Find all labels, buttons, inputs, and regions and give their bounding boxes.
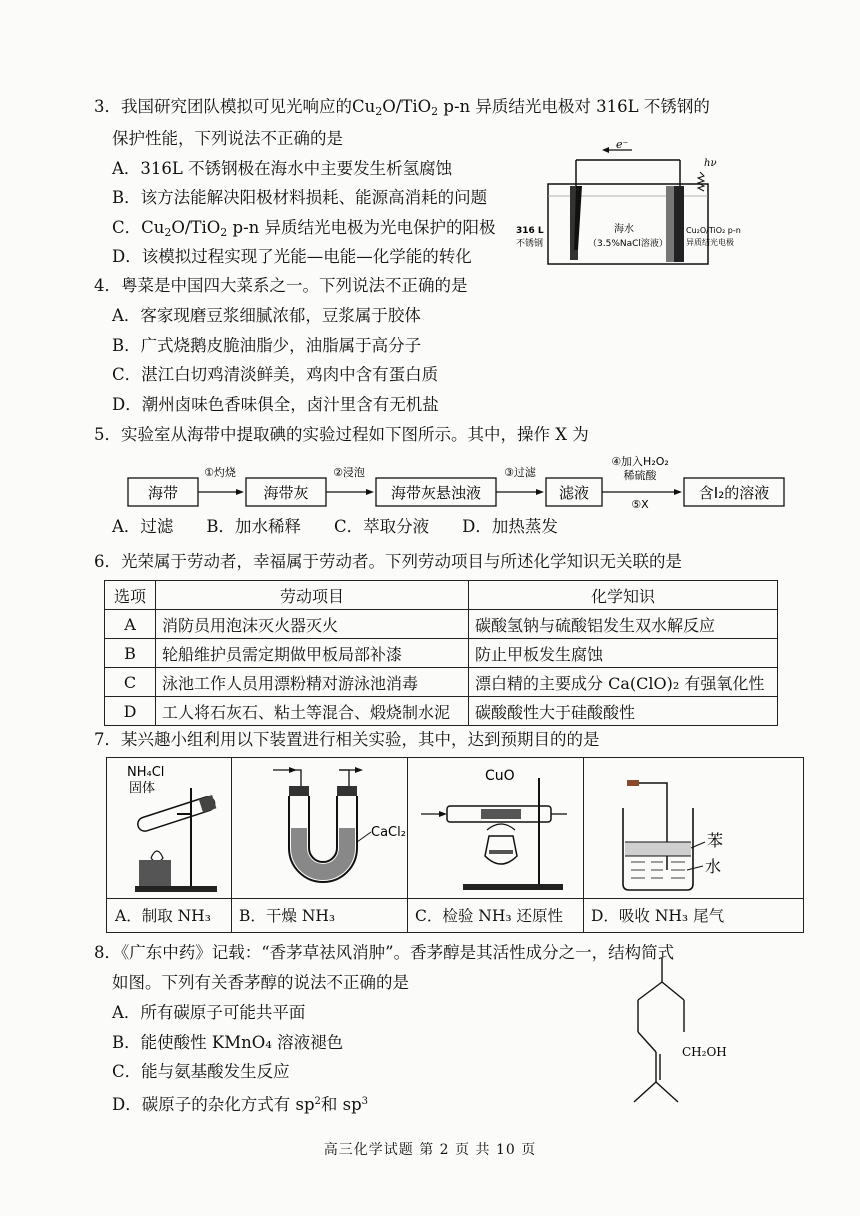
q3-option-c-text: O/TiO: [171, 218, 221, 237]
q8-stem-line1: 8．《广东中药》记载：“香茅草祛风消肿”。香茅醇是其活性成分之一，结构简式: [94, 943, 675, 962]
photoelectrode-label: 异质结光电极: [686, 238, 734, 247]
table-cell: D: [105, 697, 156, 726]
q8-option-d-text: D．碳原子的杂化方式有 sp: [112, 1095, 315, 1114]
q4-option-a: A．客家现磨豆浆细腻浓郁，豆浆属于胶体: [112, 306, 421, 325]
q3-stem-line1: [94, 96, 710, 123]
apparatus-b: [231, 758, 408, 932]
table-cell: B: [105, 639, 156, 668]
q3-formula: O/TiO: [382, 97, 432, 116]
q3-stem-text: p-n 异质结光电极对 316L 不锈钢的: [443, 97, 710, 116]
light-icon: [698, 172, 704, 191]
q4-option-d: D．潮州卤味色香味俱全，卤汁里含有无机盐: [112, 395, 439, 414]
table-row: [105, 639, 778, 668]
photoelectrode-label: Cu₂O/TiO₂ p-n: [686, 226, 741, 235]
table-row: [105, 610, 778, 639]
table-header-cell: 化学知识: [469, 581, 778, 610]
q3-formula-sub: 2: [375, 105, 383, 118]
q3-option-c: [112, 217, 496, 244]
q7-apparatus-table: [106, 757, 804, 933]
q8-option-a: A．所有碳原子可能共平面: [112, 1003, 306, 1022]
table-cell: 漂白精的主要成分 Ca(ClO)₂ 有强氧化性: [469, 668, 778, 697]
flow-box-seaweed: 海带: [147, 484, 179, 502]
electron-label: e⁻: [616, 140, 629, 151]
photoelectrode: [674, 186, 684, 262]
apparatus-a-caption: A．制取 NH₃: [107, 898, 231, 933]
citronellol-structure: [620, 952, 750, 1112]
gas-inlet-tube: [639, 783, 667, 870]
q3-formula-sub: 2: [431, 105, 439, 118]
q3-option-b: B．该方法能解决阳极材料损耗、能源高消耗的问题: [112, 188, 488, 207]
q8-option-d-text: 和 sp: [320, 1095, 362, 1114]
q3-stem-text: 3．我国研究团队模拟可见光响应的: [94, 97, 352, 116]
table-cell: 工人将石灰石、粘土等混合、煅烧制水泥: [156, 697, 469, 726]
q8-stem-line2: 如图。下列有关香茅醇的说法不正确的是: [112, 973, 409, 992]
q8-option-d: [112, 1091, 368, 1116]
q7-stem: 7．某兴趣小组利用以下装置进行相关实验，其中，达到预期目的的是: [94, 730, 600, 749]
benzene-label: 苯: [707, 831, 724, 850]
q3-electrochem-diagram: [514, 140, 760, 266]
flow-box-ash: 海带灰: [263, 484, 309, 502]
table-header-cell: 劳动项目: [156, 581, 469, 610]
apparatus-b-caption: B．干燥 NH₃: [231, 898, 407, 933]
flow-step-label: ④加入H₂O₂: [611, 455, 669, 468]
apparatus-a: [107, 758, 232, 932]
table-header-cell: 选项: [105, 581, 156, 610]
q6-table: [104, 580, 778, 726]
flow-step-label: 稀硫酸: [623, 469, 657, 482]
q8-option-b: B．能使酸性 KMnO₄ 溶液褪色: [112, 1033, 344, 1052]
q5-options: A．过滤 B．加水稀释 C．萃取分液 D．加热蒸发: [112, 517, 558, 536]
page-footer: 高三化学试题 第 2 页 共 10 页: [323, 1142, 537, 1158]
nh4cl-label: 固体: [129, 781, 156, 796]
q3-option-d: D．该模拟过程实现了光能—电能—化学能的转化: [112, 247, 472, 266]
test-tube: [136, 795, 216, 833]
q3-formula: Cu: [352, 97, 376, 116]
q6-stem: 6．光荣属于劳动者，幸福属于劳动者。下列劳动项目与所述化学知识无关联的是: [94, 552, 682, 571]
q3-option-c-sub: 2: [164, 226, 172, 239]
q5-stem: 5．实验室从海带中提取碘的实验过程如下图所示。其中，操作 X 为: [94, 425, 589, 444]
water-label: 水: [705, 857, 722, 876]
q4-option-c: C．湛江白切鸡清淡鲜美，鸡肉中含有蛋白质: [112, 365, 439, 384]
table-header-row: [105, 581, 778, 610]
table-cell: A: [105, 610, 156, 639]
q5-flowchart: [120, 454, 790, 510]
alcohol-lamp: [139, 860, 171, 886]
flow-step-label: ③过滤: [504, 466, 536, 479]
q8-option-c: C．能与氨基酸发生反应: [112, 1062, 290, 1081]
table-cell: 防止甲板发生腐蚀: [469, 639, 778, 668]
flow-box-suspension: 海带灰悬浊液: [390, 484, 482, 502]
flow-step-label: ②浸泡: [333, 466, 365, 479]
table-cell: 消防员用泡沫灭火器灭火: [156, 610, 469, 639]
table-cell: 碳酸氢钠与硫酸铝发生双水解反应: [469, 610, 778, 639]
flow-step-label: ①灼烧: [204, 466, 236, 479]
apparatus-c: [407, 758, 584, 932]
q3-option-c-text: C．Cu: [112, 218, 165, 237]
q3-option-c-text: p-n 异质结光电极为光电保护的阳极: [232, 218, 496, 237]
table-row: [105, 668, 778, 697]
nh4cl-label: NH₄Cl: [127, 765, 165, 780]
q3-option-c-sub: 2: [220, 226, 228, 239]
q4-stem: 4．粤菜是中国四大菜系之一。下列说法不正确的是: [94, 276, 468, 295]
flow-box-filtrate: 滤液: [558, 484, 590, 502]
q3-option-a: A．316L 不锈钢极在海水中主要发生析氢腐蚀: [112, 159, 453, 178]
q8-option-d-sup: 2: [314, 1096, 321, 1107]
seawater-label: （3.5%NaCl溶液）: [588, 239, 668, 249]
seawater-label: 海水: [614, 224, 634, 235]
table-cell: 碳酸酸性大于硅酸酸性: [469, 697, 778, 726]
table-cell: 轮船维护员需定期做甲板局部补漆: [156, 639, 469, 668]
cuo-label: CuO: [485, 768, 515, 784]
q4-option-b: B．广式烧鹅皮脆油脂少，油脂属于高分子: [112, 336, 422, 355]
benzene-layer: [625, 842, 691, 856]
apparatus-d-caption: D．吸收 NH₃ 尾气: [583, 898, 803, 933]
table-cell: C: [105, 668, 156, 697]
q8-option-d-sup: 3: [361, 1096, 369, 1107]
apparatus-d: [583, 758, 803, 932]
cacl2-fill: [291, 828, 355, 880]
flow-box-iodine-solution: 含I₂的溶液: [698, 484, 770, 502]
q3-stem-line2: 保护性能，下列说法不正确的是: [112, 129, 343, 148]
flow-step-label: ⑤X: [631, 498, 649, 510]
ch2oh-label: CH₂OH: [682, 1045, 727, 1059]
table-row: [105, 697, 778, 726]
cacl2-label: CaCl₂: [371, 825, 406, 840]
steel-label: 316 L: [516, 226, 544, 236]
hv-label: hν: [704, 158, 717, 169]
table-cell: 泳池工作人员用漂粉精对游泳池消毒: [156, 668, 469, 697]
steel-label: 不锈钢: [516, 239, 544, 249]
apparatus-c-caption: C．检验 NH₃ 还原性: [407, 898, 583, 933]
